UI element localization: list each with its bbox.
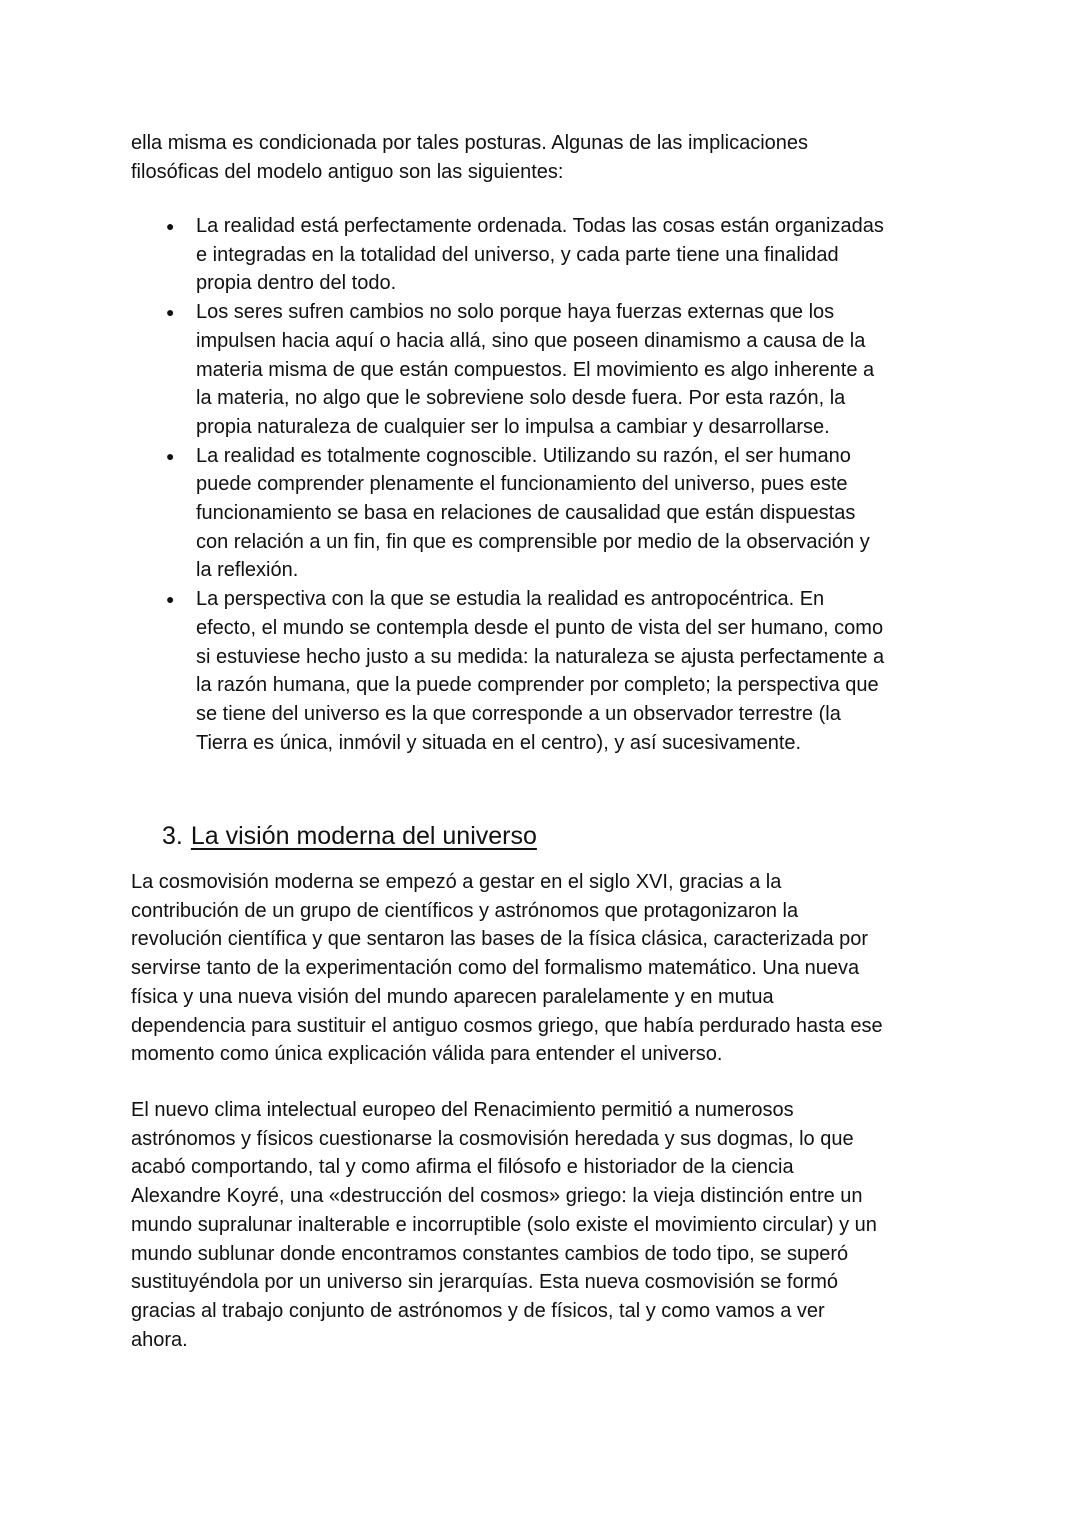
text-line: impulsen hacia aquí o hacia allá, sino que poseen dinamismo a causa de la: [196, 329, 866, 352]
bullet-icon: ●: [166, 304, 175, 321]
text-line: mundo sublunar donde encontramos constantes cambios de todo tipo, se superó: [131, 1242, 849, 1265]
text-line: La realidad es totalmente cognoscible. Utilizando su razón, el ser humano: [196, 444, 851, 467]
text-line: propia naturaleza de cualquier ser lo impulsa a cambiar y desarrollarse.: [196, 415, 830, 438]
text-line: con relación a un fin, fin que es comprensible por medio de la observación y: [196, 530, 870, 553]
text-line: gracias al trabajo conjunto de astrónomos y de físicos, tal y como vamos a ver: [131, 1299, 825, 1322]
text-line: revolución científica y que sentaron las bases de la física clásica, caracterizada por: [131, 928, 869, 951]
text-line: Los seres sufren cambios no solo porque haya fuerzas externas que los: [196, 301, 835, 324]
bullet-icon: ●: [166, 218, 175, 234]
text-line: e integradas en la totalidad del universo, y cada parte tiene una finalidad: [196, 243, 839, 266]
text-line: Tierra es única, inmóvil y situada en el centro), y así sucesivamente.: [196, 731, 802, 754]
text-line: puede comprender plenamente el funcionamiento del universo, pues este: [196, 473, 848, 496]
text-line: se tiene del universo es la que corresponde a un observador terrestre (la: [196, 702, 841, 725]
body-paragraph: [131, 1096, 971, 1354]
text-line: astrónomos y físicos cuestionarse la cosmovisión heredada y sus dogmas, lo que: [131, 1127, 854, 1150]
text-line: filosóficas del modelo antiguo son las siguientes:: [131, 160, 564, 183]
text-line: dependencia para sustituir el antiguo cosmos griego, que había perdurado hasta ese: [131, 1014, 883, 1037]
text-line: El nuevo clima intelectual europeo del Renacimiento permitió a numerosos: [131, 1099, 794, 1121]
text-line: La cosmovisión moderna se empezó a gestar en el siglo XVI, gracias a la: [131, 871, 782, 893]
text-line: la materia, no algo que le sobreviene solo desde fuera. Por esta razón, la: [196, 387, 846, 410]
text-line: la reflexión.: [196, 559, 299, 582]
text-line: si estuviese hecho justo a su medida: la naturaleza se ajusta perfectamente a: [196, 645, 885, 668]
text-line: sustituyéndola por un universo sin jerarquías. Esta nueva cosmovisión se formó: [131, 1271, 839, 1294]
implications-list: [131, 212, 971, 757]
list-item: [131, 442, 971, 586]
text-line: contribución de un grupo de científicos y astrónomos que protagonizaron la: [131, 899, 799, 922]
list-item-text: [196, 585, 971, 757]
text-line: La perspectiva con la que se estudia la realidad es antropocéntrica. En: [196, 588, 825, 611]
text-line: física y una nueva visión del mundo aparecen paralelamente y en mutua: [131, 985, 774, 1008]
text-line: funcionamiento se basa en relaciones de causalidad que están dispuestas: [196, 502, 856, 525]
list-item: [131, 298, 971, 442]
list-item: [131, 212, 971, 298]
list-item: [131, 585, 971, 757]
text-line: mundo supralunar inalterable e incorruptible (solo existe el movimiento circular) y un: [131, 1213, 877, 1236]
text-line: Alexandre Koyré, una «destrucción del cosmos» griego: la vieja distinción entre un: [131, 1185, 863, 1208]
text-line: La realidad está perfectamente ordenada. Todas las cosas están organizadas: [196, 215, 884, 237]
bullet-icon: ●: [166, 591, 175, 608]
text-line: propia dentro del todo.: [196, 272, 397, 295]
text-line: momento como única explicación válida para entender el universo.: [131, 1043, 723, 1066]
text-line: ahora.: [131, 1328, 188, 1351]
text-line: efecto, el mundo se contempla desde el punto de vista del ser humano, como: [196, 616, 884, 639]
text-line: ella misma es condicionada por tales posturas. Algunas de las implicaciones: [131, 132, 809, 154]
text-line: acabó comportando, tal y como afirma el filósofo e historiador de la ciencia: [131, 1156, 794, 1179]
list-item-text: [196, 442, 971, 586]
list-item-text: [196, 212, 971, 298]
intro-paragraph: [131, 129, 971, 186]
body-paragraph: [131, 868, 971, 1069]
text-line: servirse tanto de la experimentación como del formalismo matemático. Una nueva: [131, 957, 860, 980]
list-item-text: [196, 298, 971, 442]
section-heading: [162, 820, 537, 852]
section-title: La visión moderna del universo: [190, 822, 537, 850]
text-line: la razón humana, que la puede comprender por completo; la perspectiva que: [196, 674, 879, 697]
section-number: 3.: [162, 822, 183, 850]
bullet-icon: ●: [166, 447, 175, 464]
text-line: materia misma de que están compuestos. El movimiento es algo inherente a: [196, 358, 875, 381]
